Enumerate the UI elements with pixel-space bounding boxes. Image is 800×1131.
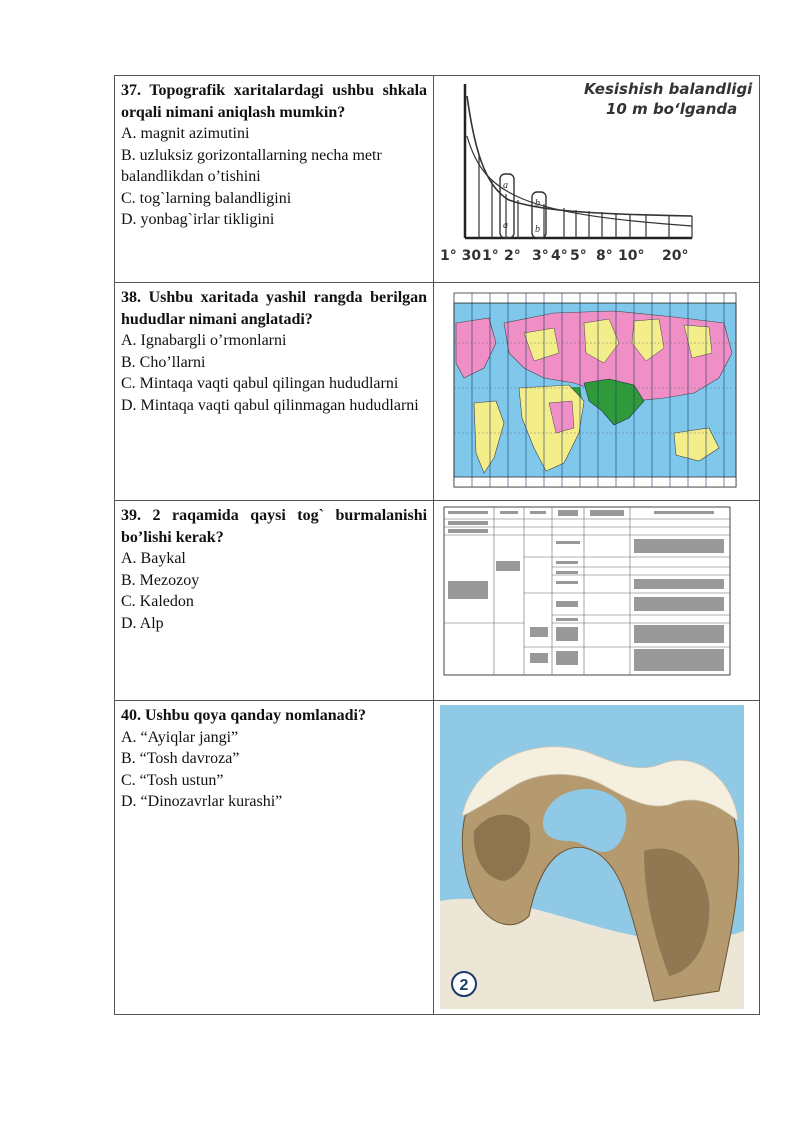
scale-label-8: 8°	[596, 248, 613, 264]
scale-label-1-30: 1° 30	[440, 248, 482, 264]
question-row-37	[115, 76, 760, 283]
scale-label-20: 20°	[662, 248, 689, 264]
question-40	[115, 701, 434, 1015]
scale-caption-line1: Kesishish balandligi	[584, 80, 753, 98]
question-40-option-c: C. “Tosh ustun”	[121, 771, 224, 789]
question-40-option-a: A. “Ayiqlar jangi”	[121, 728, 239, 746]
question-row-38	[115, 283, 760, 501]
question-row-40	[115, 701, 760, 1015]
scale-label-1: 1°	[482, 248, 499, 264]
question-40-title: 40. Ushbu qoya qanday nomlanadi?	[121, 707, 366, 724]
scale-letter-b-bottom: b	[535, 224, 541, 235]
scale-label-4: 4°	[551, 248, 568, 264]
questions-table	[114, 75, 760, 1015]
question-37-option-d: D. yonbag`irlar tikligini	[121, 211, 275, 228]
scale-label-2: 2°	[504, 248, 521, 264]
question-40-option-d: D. “Dinozavrlar kurashi”	[121, 793, 283, 810]
question-40-option-b: B. “Tosh davroza”	[121, 750, 240, 767]
question-38-option-b: B. Cho’llarni	[121, 353, 206, 371]
map-top-zone-strip	[454, 293, 736, 303]
scale-label-10: 10°	[618, 248, 645, 264]
rock-photo	[434, 701, 758, 1014]
scale-letter-a-top: a	[503, 180, 509, 191]
question-39-option-d: D. Alp	[121, 614, 164, 632]
scale-label-3: 3°	[532, 248, 549, 264]
scale-caption-line2: 10 m bo‘lganda	[606, 100, 738, 118]
question-38-option-d: D. Mintaqa vaqti qabul qilinmagan hududlarni	[121, 396, 419, 414]
time-zone-map	[434, 283, 758, 500]
question-39	[115, 501, 434, 701]
geochronology-table-figure	[434, 501, 758, 700]
question-37-option-b: B. uzluksiz gorizontallarning necha metr balandlikdan o’tishini	[121, 146, 382, 185]
question-row-39	[115, 501, 760, 701]
scale-letter-a-bottom: a	[503, 220, 509, 231]
question-38-option-c: C. Mintaqa vaqti qabul qilingan hududlarni	[121, 375, 399, 392]
scale-ticks	[479, 156, 692, 238]
question-39-title: 39. 2 raqamida qaysi tog` burmalanishi bo’lishi kerak?	[121, 507, 428, 546]
question-38	[115, 283, 434, 501]
question-38-figure	[434, 283, 760, 501]
question-38-option-a: A. Ignabargli o’rmonlarni	[121, 332, 287, 349]
scale-axis-labels	[440, 248, 688, 264]
question-37-figure	[434, 76, 760, 283]
scale-label-5: 5°	[570, 248, 587, 264]
question-37-title: 37. Topografik xaritalardagi ushbu shkala orqali nimani aniqlash mumkin?	[121, 82, 428, 121]
question-37-option-a: A. magnit azimutini	[121, 125, 250, 142]
map-bottom-zone-strip	[454, 477, 736, 487]
question-37-option-c: C. tog`larning balandligini	[121, 189, 292, 207]
scale-letter-b-top: b	[535, 198, 541, 209]
question-39-option-b: B. Mezozoy	[121, 571, 200, 589]
question-39-option-c: C. Kaledon	[121, 593, 194, 610]
question-39-figure	[434, 501, 760, 701]
photo-marker-number: 2	[459, 977, 469, 994]
slope-scale-figure	[434, 76, 758, 282]
question-38-title: 38. Ushbu xaritada yashil rangda berilgan hududlar nimani anglatadi?	[121, 289, 428, 328]
question-39-option-a: A. Baykal	[121, 550, 186, 567]
question-37	[115, 76, 434, 283]
question-40-figure	[434, 701, 760, 1015]
